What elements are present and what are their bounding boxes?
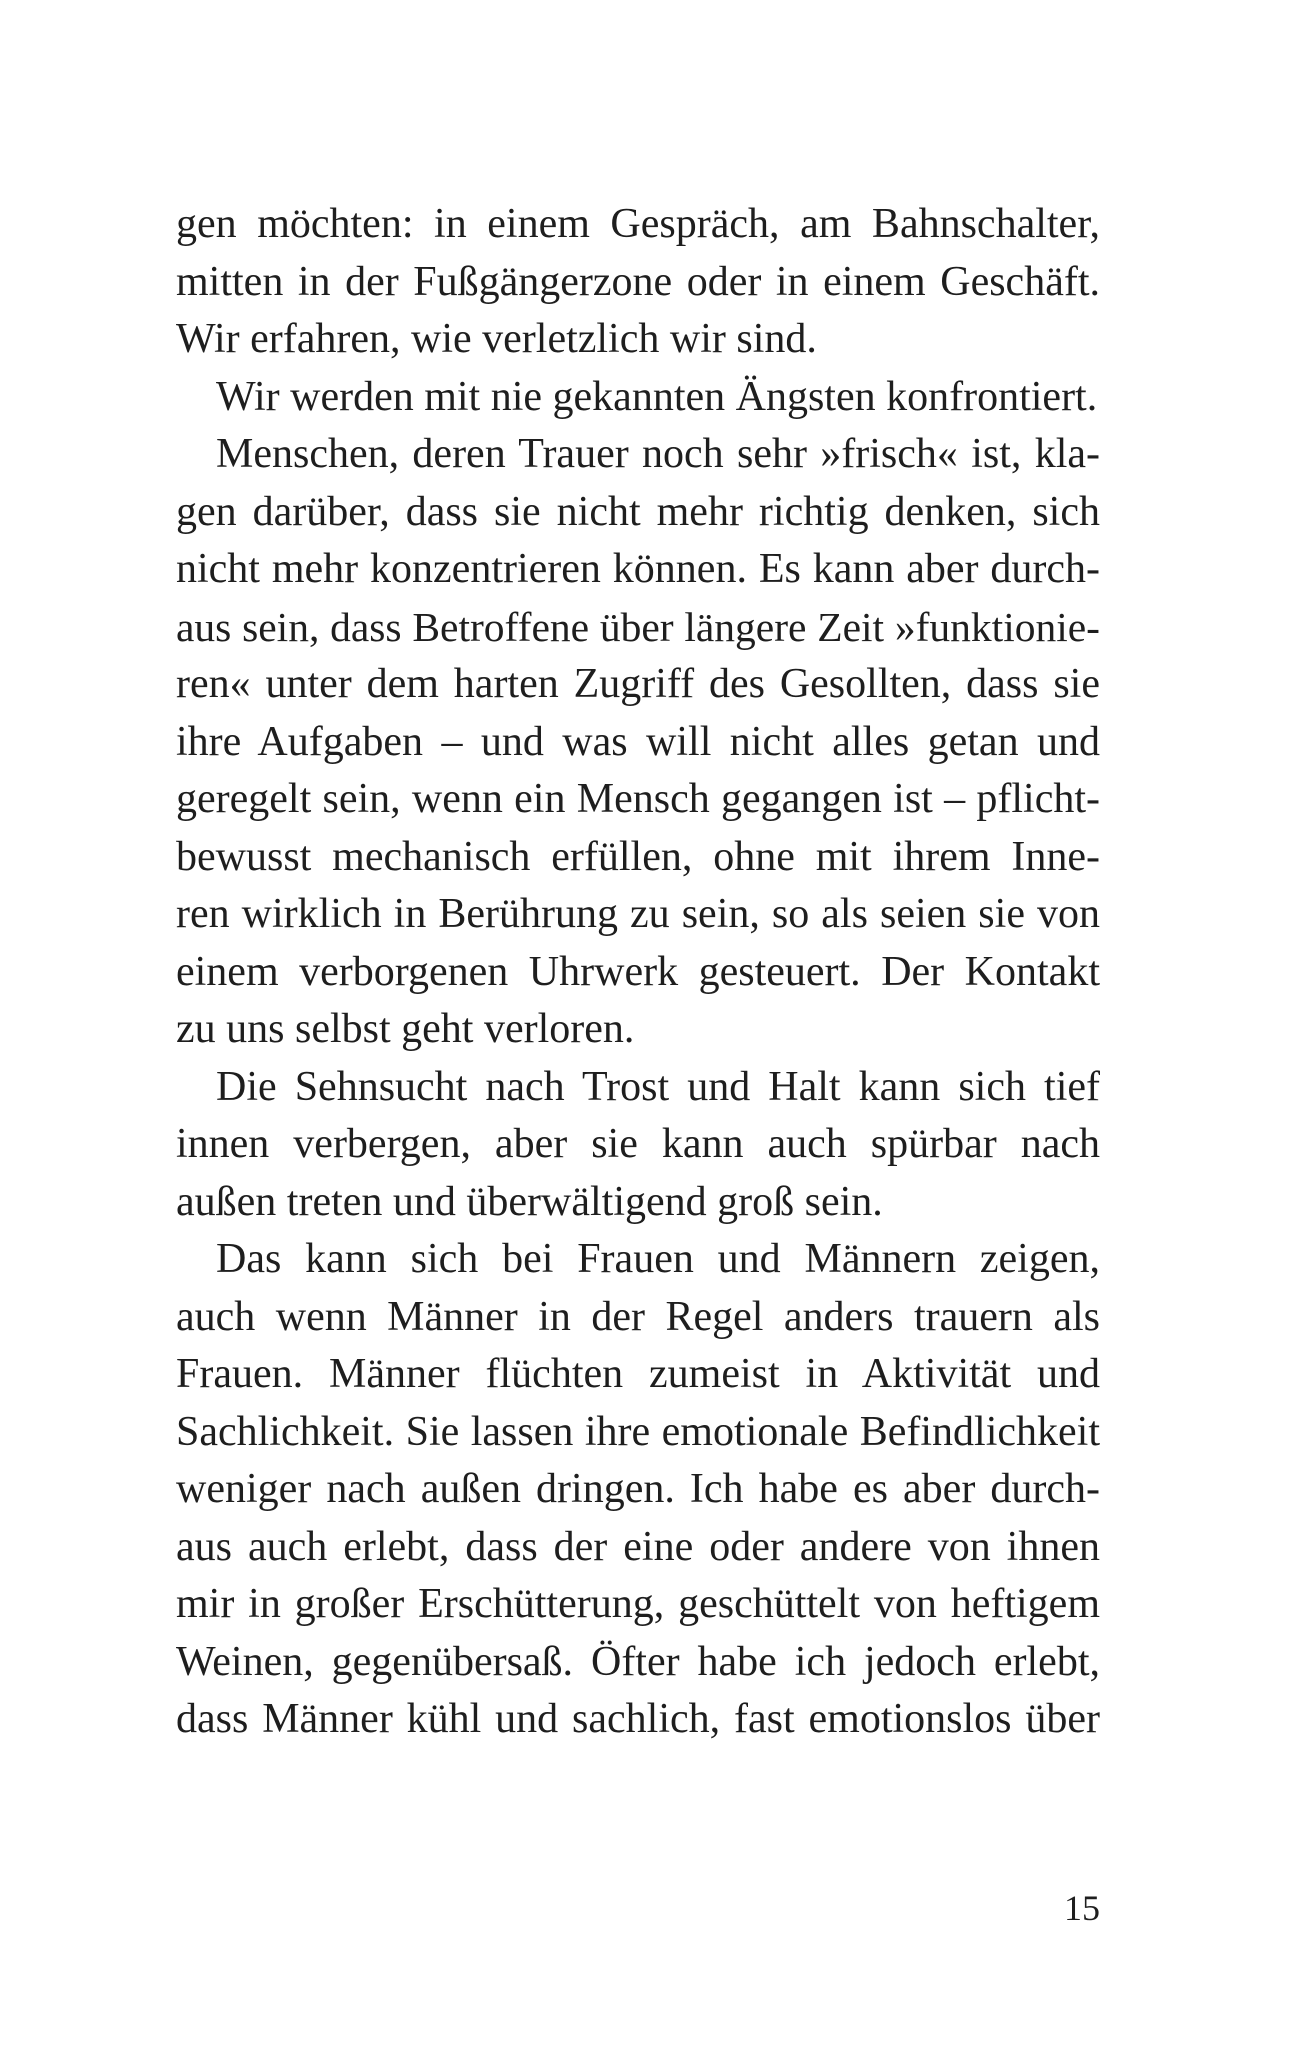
body-text — [176, 196, 1100, 1749]
text-line: dass Männer kühl und sachlich, fast emotionslos über — [176, 1696, 1100, 1742]
text-line: aus auch erlebt, dass der eine oder andere von ihnen — [176, 1523, 1100, 1570]
text-line: ren wirklich in Berührung zu sein, so als seien sie von — [176, 891, 1100, 937]
text-line: Sachlichkeit. Sie lassen ihre emotionale Befindlichkeit — [176, 1408, 1100, 1455]
text-line: einem verborgenen Uhrwerk gesteuert. Der Kontakt — [176, 948, 1100, 995]
page-number: 15 — [1064, 1888, 1100, 1928]
text-line: mitten in der Fußgängerzone oder in einem Geschäft. — [176, 258, 1100, 305]
text-line: gen möchten: in einem Gespräch, am Bahnschalter, — [176, 201, 1100, 247]
text-line: Das kann sich bei Frauen und Männern zeigen, — [216, 1236, 1100, 1282]
text-line: auch wenn Männer in der Regel anders trauern als — [176, 1293, 1100, 1340]
text-line: mir in großer Erschütterung, geschüttelt von heftigem — [176, 1581, 1100, 1627]
text-line: weniger nach außen dringen. Ich habe es aber durch- — [176, 1466, 1100, 1512]
text-line: Weinen, gegenübersaß. Öfter habe ich jedoch erlebt, — [176, 1638, 1100, 1685]
text-line: gen darüber, dass sie nicht mehr richtig denken, sich — [176, 488, 1100, 535]
text-line: aus sein, dass Betroffene über längere Zeit »funktionie- — [176, 603, 1100, 650]
text-line: außen treten und überwältigend groß sein. — [176, 1178, 883, 1225]
text-line: Menschen, deren Trauer noch sehr »frisch« ist, kla- — [216, 431, 1100, 477]
text-line: innen verbergen, aber sie kann auch spürbar nach — [176, 1121, 1100, 1167]
text-line: zu uns selbst geht verloren. — [176, 1006, 635, 1052]
text-line: Wir werden mit nie gekannten Ängsten konfrontiert. — [216, 373, 1098, 420]
text-line: Wir erfahren, wie verletzlich wir sind. — [176, 316, 817, 362]
text-line: Frauen. Männer flüchten zumeist in Aktivität und — [176, 1351, 1100, 1397]
text-line: Die Sehnsucht nach Trost und Halt kann sich tief — [216, 1063, 1100, 1110]
text-line: ren« unter dem harten Zugriff des Gesollten, dass sie — [176, 661, 1100, 707]
text-line: geregelt sein, wenn ein Mensch gegangen ist – pflicht- — [176, 776, 1100, 822]
text-line: bewusst mechanisch erfüllen, ohne mit ihrem Inne- — [176, 833, 1100, 880]
text-line: nicht mehr konzentrieren können. Es kann aber durch- — [176, 546, 1100, 592]
text-line: ihre Aufgaben – und was will nicht alles getan und — [176, 718, 1100, 765]
